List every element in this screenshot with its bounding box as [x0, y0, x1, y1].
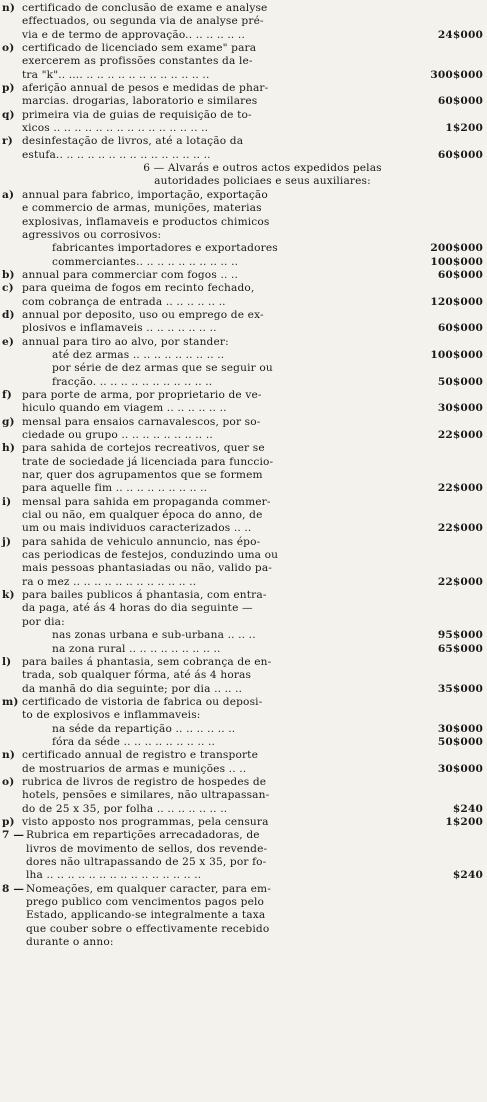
item-label: o): [2, 775, 15, 788]
tariff-item: [2, 776, 483, 816]
fee-amount: 60$000: [437, 148, 483, 161]
item-label: i): [2, 495, 12, 508]
item-label: l): [2, 655, 12, 668]
tariff-item: [2, 189, 483, 269]
line-text: hiculo quando em viagem .. .. .. .. .. ..: [22, 402, 227, 415]
text-line: [22, 456, 483, 469]
tariff-item: [2, 816, 483, 829]
line-text: por dia:: [22, 615, 65, 628]
text-line: [22, 376, 483, 389]
text-line: [22, 29, 483, 42]
text-line: [22, 336, 483, 349]
line-text: certificado de licenciado sem exame" para: [22, 42, 257, 55]
line-text: que couber sobre o effectivamente recebido: [26, 922, 270, 935]
text-line: [22, 256, 483, 269]
line-text: annual para fabrico, importação, exportação: [22, 188, 268, 201]
line-text: com cobrança de entrada .. .. .. .. .. ..: [22, 295, 226, 308]
text-line: [22, 349, 483, 362]
fee-amount: 65$000: [437, 642, 483, 655]
line-text: cas periodicas de festejos, conduzindo uma ou: [22, 549, 279, 562]
fee-amount: 60$000: [437, 95, 483, 108]
fee-amount: 22$000: [437, 575, 483, 588]
text-line: [26, 829, 483, 842]
text-line: [22, 629, 483, 642]
fee-amount: 60$000: [437, 268, 483, 281]
line-text: na séde da repartição .. .. .. .. .. ..: [52, 722, 236, 735]
text-line: [26, 869, 483, 882]
line-text: dores não ultrapassando de 25 x 35, por fo-: [26, 856, 267, 868]
text-line: [22, 2, 483, 15]
item-label: c): [2, 282, 14, 295]
line-text: exercerem as profissões constantes da le-: [22, 55, 253, 68]
fee-amount: 95$000: [437, 629, 483, 642]
line-text: trate de sociedade já licenciada para funccio-: [22, 455, 274, 468]
tariff-item: [2, 696, 483, 749]
line-text: um ou mais individuos caracterizados .. ..: [22, 522, 252, 535]
text-line: [22, 576, 483, 589]
text-line: [22, 322, 483, 335]
line-text: via e de termo de approvação.. .. .. .. .. ..: [22, 28, 245, 41]
line-text: ciedade ou grupo .. .. .. .. .. .. .. .. ..: [22, 429, 213, 441]
line-text: Estado, applicando-se integralmente a taxa: [26, 909, 266, 922]
tariff-item: [2, 336, 483, 389]
line-text: estufa.. .. .. .. .. .. .. .. .. .. .. .. .. .. ..: [22, 148, 211, 161]
text-line: [22, 229, 483, 242]
line-text: para bailes á phantasia, sem cobrança de en-: [22, 655, 272, 668]
tariff-item: [2, 589, 483, 656]
text-line: [22, 696, 483, 709]
tariff-item: [2, 109, 483, 136]
fee-amount: 30$000: [437, 722, 483, 735]
line-text: certificado de conclusão de exame e analyse: [22, 2, 268, 14]
line-text: marcias. drogarias, laboratorio e similares: [22, 95, 258, 108]
text-line: [22, 496, 483, 509]
text-line: [22, 683, 483, 696]
tariff-item: [2, 282, 483, 309]
text-line: [22, 82, 483, 95]
line-text: para sahida de vehiculo annuncio, nas épo-: [22, 535, 261, 548]
text-line: [22, 482, 483, 495]
text-line: [22, 162, 483, 175]
fee-amount: 30$000: [437, 402, 483, 415]
line-text: aferição annual de pesos e medidas de phar-: [22, 82, 269, 95]
fee-amount: 50$000: [437, 375, 483, 388]
line-text: nas zonas urbana e sub-urbana .. .. ..: [52, 629, 256, 642]
line-text: plosivos e inflamaveis .. .. .. .. .. .. ..: [22, 322, 217, 335]
fee-amount: 100$000: [430, 348, 483, 361]
item-label: 8 —: [2, 882, 25, 895]
line-text: para porte de arma, por proprietario de ve-: [22, 388, 262, 401]
fee-amount: 50$000: [437, 735, 483, 748]
fee-amount: 200$000: [430, 242, 483, 255]
item-label: d): [2, 308, 15, 321]
line-text: ra o mez .. .. .. .. .. .. .. .. .. .. .. ..: [22, 575, 197, 588]
line-text: desinfestação de livros, até a lotação da: [22, 135, 244, 148]
line-text: fabricantes importadores e exportadores: [52, 242, 278, 255]
fee-amount: 22$000: [437, 429, 483, 441]
item-label: b): [2, 268, 15, 281]
fee-amount: 22$000: [437, 522, 483, 535]
item-label: n): [2, 749, 16, 762]
tariff-item: [2, 82, 483, 109]
tariff-item: [2, 42, 483, 82]
text-line: [22, 749, 483, 762]
text-line: [22, 296, 483, 309]
text-line: [26, 883, 483, 896]
fee-amount: 100$000: [430, 255, 483, 268]
text-line: [22, 69, 483, 82]
line-text: por série de dez armas que se seguir ou: [52, 362, 273, 375]
text-line: [22, 803, 483, 816]
line-text: da paga, até ás 4 horas do dia seguinte —: [22, 602, 253, 615]
tariff-item: [2, 416, 483, 443]
text-line: [22, 189, 483, 202]
text-line: [22, 149, 483, 162]
text-line: [22, 109, 483, 122]
tariff-item: [2, 309, 483, 336]
line-text: nar, quer dos agrupamentos que se formem: [22, 469, 263, 482]
line-text: commerciantes.. .. .. .. .. .. .. .. .. ..: [52, 255, 239, 268]
text-line: [22, 602, 483, 615]
text-line: [22, 643, 483, 656]
text-line: [22, 442, 483, 455]
line-text: trada, sob qualquer fórma, até ás 4 horas: [22, 669, 252, 682]
line-text: xicos .. .. .. .. .. .. .. .. .. .. .. .. .. .. ..: [22, 122, 209, 135]
text-line: [22, 416, 483, 429]
fee-amount: 24$000: [437, 28, 483, 41]
fee-amount: 300$000: [430, 68, 483, 81]
text-line: [22, 789, 483, 802]
item-label: e): [2, 335, 15, 348]
tariff-item: [2, 269, 483, 282]
fee-amount: $240: [452, 869, 483, 882]
text-line: [22, 122, 483, 135]
fee-amount: 1$200: [445, 815, 483, 828]
item-label: p): [2, 82, 15, 95]
item-label: p): [2, 815, 15, 828]
text-line: [26, 896, 483, 909]
text-line: [22, 242, 483, 255]
text-line: [26, 909, 483, 922]
text-line: [22, 709, 483, 722]
line-text: lha .. .. .. .. .. .. .. .. .. .. .. .. .. .. ..: [26, 869, 202, 882]
item-label: a): [2, 188, 15, 201]
item-label: j): [2, 535, 12, 548]
fee-amount: 22$000: [437, 482, 483, 495]
tariff-item: [2, 389, 483, 416]
line-text: de mostruarios de armas e munições .. ..: [22, 762, 247, 775]
fee-amount: 1$200: [445, 122, 483, 135]
line-text: para aquelle fim .. .. .. .. .. .. .. .. ..: [22, 482, 208, 495]
text-line: [22, 816, 483, 829]
line-text: na zona rural .. .. .. .. .. .. .. .. ..: [52, 642, 221, 655]
text-line: [22, 216, 483, 229]
text-line: [22, 429, 483, 442]
text-line: [22, 736, 483, 749]
line-text: livros de movimento de sellos, dos revende-: [26, 842, 268, 855]
line-text: visto apposto nos programmas, pela censura: [22, 815, 269, 828]
text-line: [22, 656, 483, 669]
tariff-item: [2, 2, 483, 42]
text-line: [22, 723, 483, 736]
line-text: fracção. .. .. .. .. .. .. .. .. .. .. ..: [52, 375, 213, 388]
item-label: 7 —: [2, 829, 25, 842]
line-text: e commercio de armas, munições, materias: [22, 202, 262, 215]
text-line: [22, 202, 483, 215]
text-line: [22, 763, 483, 776]
line-text: autoridades policiaes e seus auxiliares:: [154, 175, 371, 188]
text-line: [22, 95, 483, 108]
text-line: [26, 936, 483, 949]
item-label: m): [2, 695, 19, 708]
item-label: k): [2, 589, 15, 602]
line-text: certificado annual de registro e transporte: [22, 749, 259, 762]
line-text: mensal para sahida em propaganda commer-: [22, 495, 271, 508]
line-text: annual para commerciar com fogos .. ..: [22, 268, 239, 281]
tariff-item: [2, 656, 483, 696]
item-label: n): [2, 2, 16, 14]
fee-amount: 60$000: [437, 322, 483, 335]
tariff-item: [2, 162, 483, 189]
line-text: para queima de fogos em recinto fechado,: [22, 282, 255, 295]
text-line: [22, 536, 483, 549]
line-text: tra "k".. .... .. .. .. .. .. .. .. .. .. .. .. ..: [22, 68, 210, 81]
text-line: [22, 589, 483, 602]
line-text: Rubrica em repartições arrecadadoras, de: [26, 829, 260, 842]
text-line: [22, 362, 483, 375]
item-label: f): [2, 388, 12, 401]
text-line: [22, 549, 483, 562]
line-text: até dez armas .. .. .. .. .. .. .. .. ..: [52, 348, 225, 361]
line-text: hotels, pensões e similares, não ultrapassan-: [22, 789, 270, 802]
item-label: r): [2, 135, 13, 148]
line-text: prego publico com vencimentos pagos pelo: [26, 896, 265, 909]
line-text: explosivas, inflamaveis e productos chimicos: [22, 215, 270, 228]
item-label: g): [2, 415, 15, 428]
item-label: h): [2, 442, 16, 455]
line-text: do de 25 x 35, por folha .. .. .. .. .. .. ..: [22, 802, 228, 815]
line-text: mensal para ensaios carnavalescos, por so-: [22, 415, 261, 428]
line-text: para bailes publicos á phantasia, com entra-: [22, 589, 267, 602]
line-text: cial ou não, em qualquer época do anno, de: [22, 509, 263, 522]
line-text: Nomeações, em qualquer caracter, para em-: [26, 882, 271, 895]
line-text: effectuados, ou segunda via de analyse pré-: [22, 15, 264, 28]
text-line: [22, 135, 483, 148]
text-line: [22, 402, 483, 415]
line-text: para sahida de cortejos recreativos, quer se: [22, 442, 265, 455]
text-line: [22, 669, 483, 682]
text-line: [26, 856, 483, 869]
line-text: agressivos ou corrosivos:: [22, 228, 162, 241]
line-text: annual por deposito, uso ou emprego de ex-: [22, 308, 264, 321]
line-text: mais pessoas phantasiadas ou não, valido pa-: [22, 562, 273, 575]
line-text: da manhã do dia seguinte; por dia .. .. ..: [22, 682, 243, 695]
text-line: [22, 469, 483, 482]
text-line: [22, 616, 483, 629]
text-line: [22, 282, 483, 295]
line-text: annual para tiro ao alvo, por stander:: [22, 335, 229, 348]
text-line: [22, 15, 483, 28]
line-text: primeira via de guias de requisição de to-: [22, 108, 252, 121]
item-label: q): [2, 108, 15, 121]
fee-amount: 30$000: [437, 762, 483, 775]
text-line: [22, 269, 483, 282]
text-line: [22, 562, 483, 575]
tariff-item: [2, 442, 483, 495]
line-text: durante o anno:: [26, 936, 114, 949]
text-line: [22, 522, 483, 535]
tariff-item: [2, 536, 483, 589]
tariff-item: [2, 135, 483, 162]
item-label: o): [2, 42, 15, 55]
text-line: [26, 843, 483, 856]
text-line: [22, 309, 483, 322]
tariff-item: [2, 829, 483, 882]
tariff-item: [2, 749, 483, 776]
line-text: fóra da séde .. .. .. .. .. .. .. .. ..: [52, 735, 216, 748]
fee-amount: 35$000: [437, 682, 483, 695]
tariff-item: [2, 883, 483, 950]
text-line: [22, 509, 483, 522]
fee-amount: 120$000: [430, 295, 483, 308]
text-line: [26, 923, 483, 936]
line-text: rubrica de livros de registro de hospedes de: [22, 775, 267, 788]
text-line: [22, 175, 483, 188]
text-line: [22, 55, 483, 68]
line-text: certificado de vistoria de fabrica ou deposi-: [22, 695, 263, 708]
text-line: [22, 776, 483, 789]
tariff-item: [2, 496, 483, 536]
text-line: [22, 42, 483, 55]
line-text: to de explosivos e inflammaveis:: [22, 709, 201, 722]
item-label: [2, 162, 22, 189]
fee-amount: $240: [452, 802, 483, 815]
line-text: 6 — Alvarás e outros actos expedidos pelas: [143, 162, 382, 175]
text-line: [22, 389, 483, 402]
